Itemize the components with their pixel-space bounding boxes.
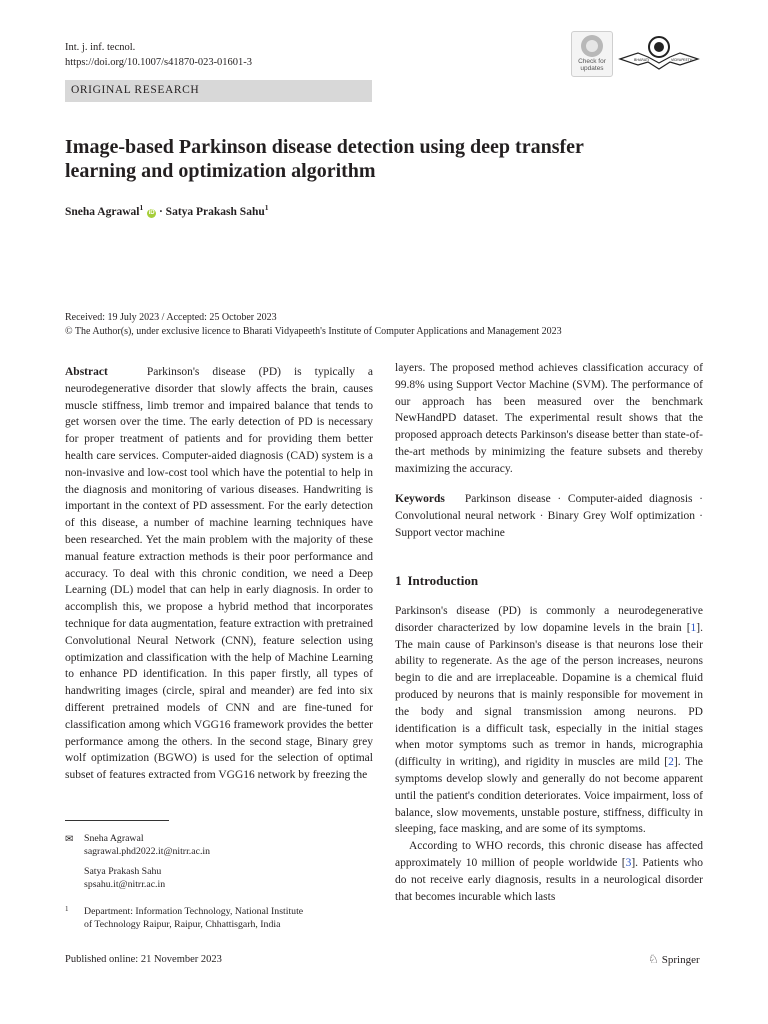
journal-name: Int. j. inf. tecnol. <box>65 42 136 53</box>
horse-icon: ♘ <box>648 952 659 966</box>
section-heading <box>395 573 478 589</box>
author-2[interactable]: Satya Prakash Sahu <box>165 205 265 218</box>
paper-title <box>65 135 685 183</box>
section-label-band <box>65 80 372 102</box>
keywords-label: Keywords <box>395 493 445 505</box>
keywords-block <box>395 491 703 541</box>
svg-text:BHARATI: BHARATI <box>634 58 650 62</box>
author-2-name: Satya Prakash Sahu <box>84 866 162 877</box>
intro-paragraph-2 <box>395 838 703 905</box>
affiliation-number: 1 <box>65 905 69 913</box>
doi-link[interactable]: https://doi.org/10.1007/s41870-023-01601-3 <box>65 57 253 68</box>
author-2-email[interactable]: spsahu.it@nitrr.ac.in <box>84 879 166 890</box>
author-1-email[interactable]: sagrawal.phd2022.it@nitrr.ac.in <box>84 846 211 857</box>
intro-p2-text-a: According to WHO records, this chronic disease has affected approximately 10 million of people worldwide [ <box>395 840 703 869</box>
title-line-1: Image-based Parkinson disease detection using deep transfer <box>65 136 584 158</box>
svg-text:VIDYAPEETH: VIDYAPEETH <box>671 58 693 62</box>
springer-logo <box>648 952 700 967</box>
intro-p1-text-b: ]. The main cause of Parkinson's disease is that neurons lose their ability to regenerate. As the age of the person increases, neurons begin to die and are irreplaceable. Dopamine is a chemical fluid produced by neurons that is mainly responsible for movement in the body and signal transmission among neurons. PD identification is a difficult task, especially in the initial stages when motor symptoms such as tremor in hands, micrographia (difficulty in writing), and rigidity in muscles are mild [ <box>395 621 703 769</box>
abstract-continued: layers. The proposed method achieves classification accuracy of 99.8% using Support Vector Machine (SVM). The performance of our approach has been measured over the benchmark NewHandPD dataset. The experimental result shows that the proposed approach detects Parkinson's disease better than state-of-the-art methods by minimizing the feature subsets and thereby maximizing the accuracy. <box>395 362 703 475</box>
footnote-rule <box>65 820 169 821</box>
intro-body <box>395 603 703 905</box>
journal-reference <box>65 40 252 70</box>
author-1[interactable]: Sneha Agrawal <box>65 205 140 218</box>
publication-dates <box>65 311 562 339</box>
publisher-logo <box>618 33 700 71</box>
check-updates-label: Check for updates <box>578 58 606 72</box>
licence-line: © The Author(s), under exclusive licence to Bharati Vidyapeeth's Institute of Computer Applications and Management 2023 <box>65 326 562 337</box>
author-list <box>65 203 268 218</box>
author-1-name: Sneha Agrawal <box>84 833 144 844</box>
published-online: Published online: 21 November 2023 <box>65 954 222 965</box>
intro-p2-text-b: ]. Patients who do not receive early diagnosis, results in a neurological disorder that becomes incurable which lasts <box>395 856 703 903</box>
keywords-text: Parkinson disease · Computer-aided diagnosis · Convolutional neural network · Binary Grey Wolf optimization · Support vector machine <box>395 493 704 539</box>
title-line-2: learning and optimization algorithm <box>65 160 376 182</box>
check-for-updates-badge[interactable] <box>571 31 613 77</box>
intro-p1-text-a: Parkinson's disease (PD) is commonly a neurodegenerative disorder characterized by low dopamine levels in the brain [ <box>395 605 703 634</box>
envelope-icon: ✉ <box>65 834 74 845</box>
citation-1[interactable]: 1 <box>690 621 697 634</box>
intro-paragraph-1 <box>395 603 703 838</box>
author-separator: · <box>156 205 166 218</box>
author-1-affiliation: 1 <box>139 203 144 212</box>
abstract-label: Abstract <box>65 366 108 378</box>
abstract-text: Parkinson's disease (PD) is typically a neurodegenerative disorder that slowly affects the brain, causes muscle stiffness, limb tremor and impaired balance that tends to get worsen over the time. The early detection of PD is necessary for proper treatment of patients and for providing them better health care services. Computer-aided diagnosis (CAD) system is a non-invasive and low-cost tool which have the potential to help in the diagnosis and monitoring of various diseases. Handwriting is important in the context of PD assessment. For the early detection of this disease, a number of machine learning techniques have been researched. Yet the main problem with the majority of these manual feature extraction methods is their poor performance and accuracy. To deal with this chronic condition, we need a Deep Learning (DL) model that can help in early diagnosis. In order to accomplish this, we propose a hybrid method that incorporates technique for data augmentation, feature extraction with pretrained Convolutional Neural Network (CNN), feature selection using optimization and classification with the help of Machine Learning to enhance PD identification. In this paper firstly, all types of handwriting images (circle, spiral and meander) are fed into six different pretrained models of CNN and are fine-tuned for classification among which VGG16 framework provides the better performance among the others. In the second stage, Binary grey wolf optimization (BGWO) is used for the selection of optimal subset of features extracted from VGG16 network by freezing the <box>65 366 373 782</box>
affiliation-line-2: of Technology Raipur, Raipur, Chhattisgarh, India <box>84 919 281 930</box>
citation-2[interactable]: 2 <box>668 756 674 769</box>
received-accepted: Received: 19 July 2023 / Accepted: 25 October 2023 <box>65 312 277 323</box>
affiliation-line-1: Department: Information Technology, National Institute <box>84 906 304 917</box>
abstract-left <box>65 364 373 784</box>
springer-label: Springer <box>661 954 700 966</box>
citation-3[interactable]: 3 <box>625 856 632 869</box>
section-title: Introduction <box>407 573 479 588</box>
author-2-affiliation: 1 <box>264 203 269 212</box>
section-number: 1 <box>395 573 402 588</box>
orcid-icon[interactable]: iD <box>148 209 155 216</box>
intro-p1-text-c: ]. The symptoms develop slowly and generally do not become apparent until the patient's condition deteriorates. Voice impairment, loss of balance, slow movements, unstable posture, stiffness, difficulty in sleeping, face masking, and are some of its symptoms. <box>395 756 703 836</box>
section-label: ORIGINAL RESEARCH <box>71 84 200 96</box>
check-updates-icon <box>581 35 603 57</box>
